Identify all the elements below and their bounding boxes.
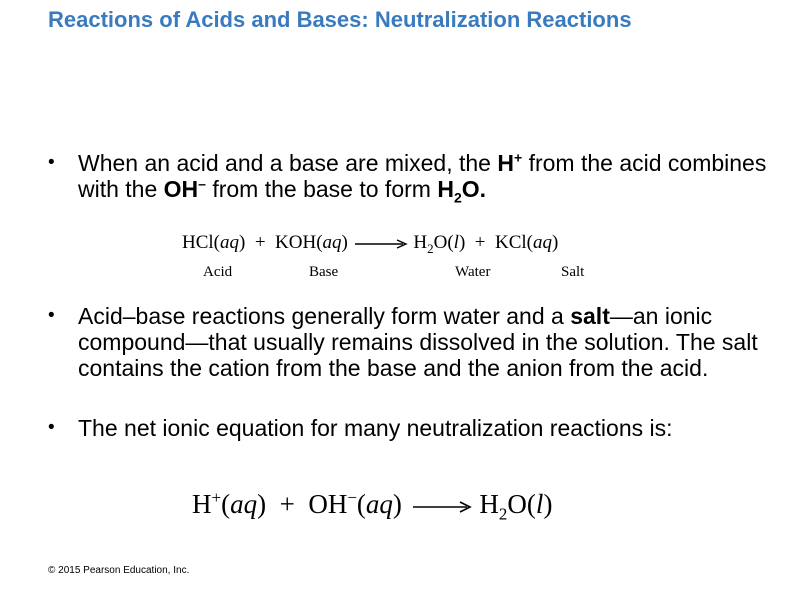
bullet-dot: •	[48, 417, 55, 438]
net-ionic-equation: H+(aq) + OH−(aq) $H_2O(l)$	[192, 488, 553, 524]
bullet-2	[48, 303, 768, 381]
bullet-3-text: The net ionic equation for many neutralization reactions is:	[78, 415, 673, 441]
copyright-footer: © 2015 Pearson Education, Inc.	[48, 565, 190, 576]
reaction-arrow-icon	[353, 238, 409, 250]
label-water: Water	[455, 264, 491, 280]
reaction-arrow-icon	[409, 500, 473, 514]
label-salt: Salt	[561, 264, 585, 280]
bullet-dot: •	[48, 305, 55, 326]
bullet-1	[48, 149, 768, 206]
bullet-dot: •	[48, 152, 55, 173]
bullet-1-text: When an acid and a base are mixed, the H+ from the acid combines with the OH– from the base to form $H_2O$.	[78, 149, 767, 206]
bullet-3	[48, 415, 768, 441]
bullet-2-text: Acid–base reactions generally form water and a salt—an ionic compound—that usually remains dissolved in the solution. The salt contains the cation from the base and the anion from the acid.	[78, 303, 758, 381]
label-base: Base	[309, 264, 339, 280]
equation-hcl-koh: HCl(aq) + KOH(aq) $H_2O(l) + KCl(aq)$	[182, 232, 559, 256]
label-acid: Acid	[203, 264, 233, 280]
slide-title: Reactions of Acids and Bases: Neutralization Reactions	[48, 7, 632, 32]
